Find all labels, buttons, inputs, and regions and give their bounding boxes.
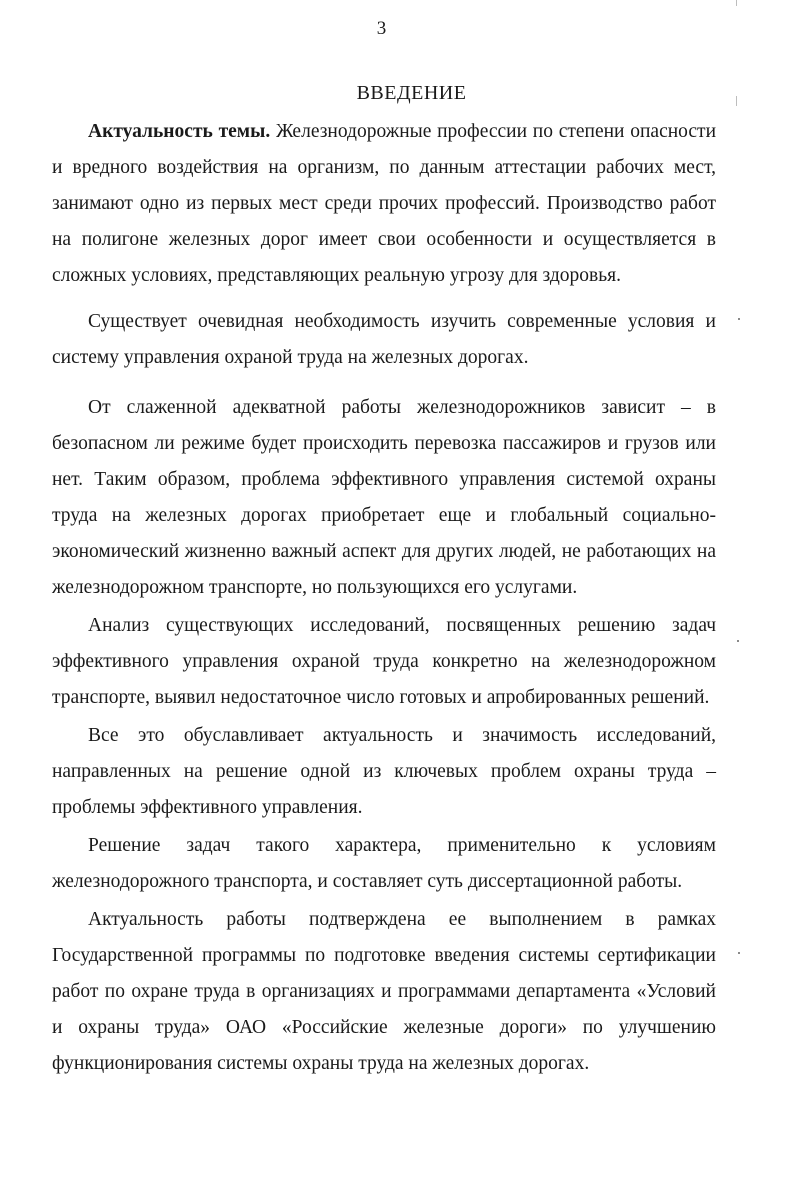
scan-edge-mark: [736, 96, 737, 106]
scan-edge-mark: [736, 0, 737, 6]
scan-speck: [737, 640, 739, 642]
section-heading: ВВЕДЕНИЕ: [356, 82, 467, 104]
paragraph-analysis: Анализ существующих исследований, посвященных решению задач эффективного управления охраной труда конкретно на железнодорожном транспорте, выявил недостаточное число готовых и апробированных решений.: [52, 615, 716, 708]
page-number: 3: [376, 18, 387, 39]
paragraph-program: Актуальность работы подтверждена ее выполнением в рамках Государственной программы по подготовке введения системы сертификации работ по охране труда в организациях и программами департамента «Условий и охраны труда» ОАО «Российские железные дороги» по улучшению функционирования системы охраны труда на железных дорогах.: [52, 909, 716, 1074]
scan-speck: [738, 318, 740, 320]
paragraph-teamwork: От слаженной адекватной работы железнодорожников зависит – в безопасном ли режиме будет происходить перевозка пассажиров и грузов или нет. Таким образом, проблема эффективного управления системой охраны труда на железных дорогах приобретает еще и глобальный социально-экономический жизненно важный аспект для других людей, не работающих на железнодорожном транспорте, но пользующихся его услугами.: [52, 397, 716, 598]
paragraph-relevance: [52, 114, 716, 294]
paragraph-significance: Все это обуславливает актуальность и значимость исследований, направленных на решение одной из ключевых проблем охраны труда – проблемы эффективного управления.: [52, 725, 716, 818]
document-body: [52, 78, 716, 1082]
paragraph-lead: Актуальность темы.: [88, 121, 271, 142]
paragraph-necessity: Существует очевидная необходимость изучить современные условия и систему управления охраной труда на железных дорогах.: [52, 311, 716, 368]
scan-speck: [738, 952, 740, 954]
paragraph-solution: Решение задач такого характера, применительно к условиям железнодорожного транспорта, и составляет суть диссертационной работы.: [52, 835, 716, 892]
paragraph-text: Железнодорожные профессии по степени опасности и вредного воздействия на организм, по данным аттестации рабочих мест, занимают одно из первых мест среди прочих профессий. Производство работ на полигоне железных дорог имеет свои особенности и осуществляется в сложных условиях, представляющих реальную угрозу для здоровья.: [52, 121, 717, 286]
